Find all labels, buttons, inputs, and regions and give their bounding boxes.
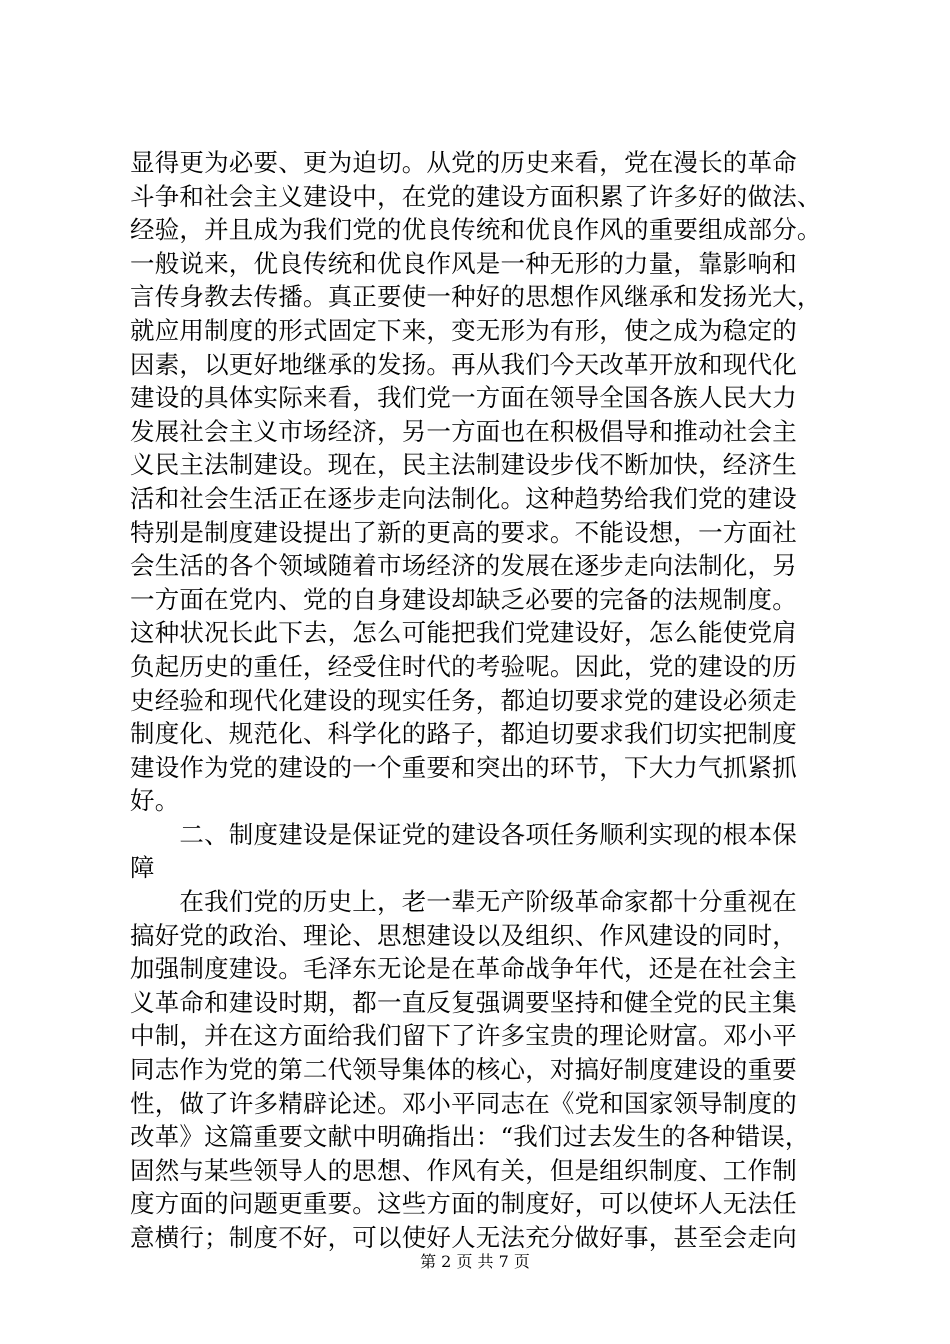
text-line: 一般说来，优良传统和优良作风是一种无形的力量，靠影响和 [130,248,797,278]
text-line: 好。 [130,786,180,816]
section-heading-line: 二、制度建设是保证党的建设各项任务顺利实现的根本保 [130,819,797,849]
text-line: 同志作为党的第二代领导集体的核心，对搞好制度建设的重要 [130,1055,797,1085]
text-line: 就应用制度的形式固定下来，变无形为有形，使之成为稳定的 [130,315,797,345]
text-line: 史经验和现代化建设的现实任务，都迫切要求党的建设必须走 [130,685,797,715]
text-line: 制度化、规范化、科学化的路子，都迫切要求我们切实把制度 [130,719,797,749]
text-line: 固然与某些领导人的思想、作风有关，但是组织制度、工作制 [130,1155,797,1185]
text-line: 义革命和建设时期，都一直反复强调要坚持和健全党的民主集 [130,987,797,1017]
text-line: 建设作为党的建设的一个重要和突出的环节，下大力气抓紧抓 [130,752,797,782]
text-line: 会生活的各个领域随着市场经济的发展在逐步走向法制化，另 [130,551,797,581]
text-line: 加强制度建设。毛泽东无论是在革命战争年代，还是在社会主 [130,954,797,984]
text-line: 度方面的问题更重要。这些方面的制度好，可以使坏人无法任 [130,1189,797,1219]
text-line: 义民主法制建设。现在，民主法制建设步伐不断加快，经济生 [130,450,797,480]
text-line: 建设的具体实际来看，我们党一方面在领导全国各族人民大力 [130,383,797,413]
text-line: 言传身教去传播。真正要使一种好的思想作风继承和发扬光大， [130,282,822,312]
text-line: 特别是制度建设提出了新的更高的要求。不能设想，一方面社 [130,517,797,547]
text-line: 这种状况长此下去，怎么可能把我们党建设好，怎么能使党肩 [130,618,797,648]
text-line: 一方面在党内、党的自身建设却缺乏必要的完备的法规制度。 [130,584,797,614]
text-line: 斗争和社会主义建设中，在党的建设方面积累了许多好的做法、 [130,181,822,211]
text-line: 显得更为必要、更为迫切。从党的历史来看，党在漫长的革命 [130,148,797,177]
text-line: 搞好党的政治、理论、思想建设以及组织、作风建设的同时， [130,920,797,950]
section-heading-line: 障 [130,853,155,883]
text-line: 活和社会生活正在逐步走向法制化。这种趋势给我们党的建设 [130,483,797,513]
text-line: 在我们党的历史上，老一辈无产阶级革命家都十分重视在 [130,887,797,917]
text-line: 发展社会主义市场经济，另一方面也在积极倡导和推动社会主 [130,416,797,446]
text-line: 性，做了许多精辟论述。邓小平同志在《党和国家领导制度的 [130,1088,797,1118]
text-line: 负起历史的重任，经受住时代的考验呢。因此，党的建设的历 [130,651,797,681]
text-line: 经验，并且成为我们党的优良传统和优良作风的重要组成部分。 [130,215,822,245]
text-line: 中制，并在这方面给我们留下了许多宝贵的理论财富。邓小平 [130,1021,797,1051]
text-line: 因素，以更好地继承的发扬。再从我们今天改革开放和现代化 [130,349,797,379]
body-text [130,146,830,1255]
page-number-footer: 第 2 页 共 7 页 [420,1252,530,1271]
text-line: 改革》这篇重要文献中明确指出：“我们过去发生的各种错误， [130,1122,810,1152]
text-line: 意横行；制度不好，可以使好人无法充分做好事，甚至会走向 [130,1223,797,1252]
